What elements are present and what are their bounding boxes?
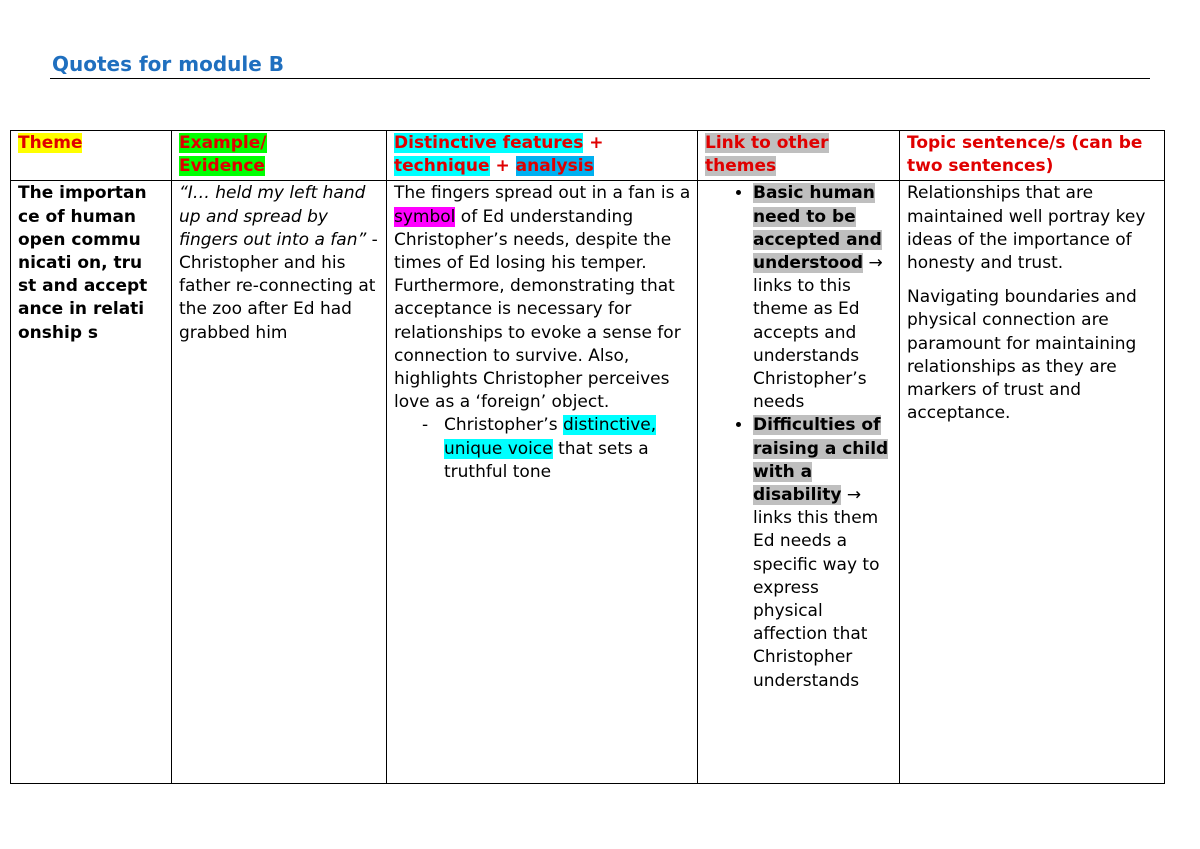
list-item: - Christopher’s distinctive, unique voice that sets a truthful tone (444, 414, 691, 484)
cell-example: “I… held my left hand up and spread by fingers out into a fan” - Christopher and his father re-connecting at the zoo after Ed had grabbed him (172, 181, 387, 784)
header-topic-sentence: Topic sentence/s (can be two sentences) (900, 131, 1165, 181)
cell-topic-sentence (900, 181, 1165, 784)
header-example: Example/ Evidence (172, 131, 387, 181)
header-distinctive-features: Distinctive features + technique + analysis (387, 131, 698, 181)
header-link-themes: Link to other themes (698, 131, 900, 181)
header-row (11, 131, 1165, 181)
cell-analysis: The fingers spread out in a fan is a symbol of Ed understanding Christopher’s needs, despite the times of Ed losing his temper. Furthermore, demonstrating that acceptance is necessary for relationships to evoke a sense for connection to survive. Also, highlights Christopher perceives love as a ‘foreign’ object. - Christopher’s distinctive, unique voice that sets a truthful tone (387, 181, 698, 784)
title-underline (50, 78, 1150, 79)
cell-link-themes (698, 181, 900, 784)
topic-paragraph: Navigating boundaries and physical connection are paramount for maintaining relationships as they are markers of trust and acceptance. (907, 287, 1137, 424)
list-item: • Difficulties of raising a child with a disability → links this them Ed needs a specific way to express physical affection that Christopher understands (753, 414, 893, 692)
topic-paragraph: Relationships that are maintained well portray key ideas of the importance of honesty and trust. (907, 183, 1146, 274)
table-row (11, 181, 1165, 784)
quotes-table (10, 130, 1165, 784)
header-theme: Theme (11, 131, 172, 181)
analysis-dash-list (394, 414, 691, 484)
document-title: Quotes for module B (52, 52, 285, 76)
cell-theme: The importance of human open communicati on, trust and acceptance in relationship s (11, 181, 172, 784)
list-item: • Basic human need to be accepted and understood → links to this theme as Ed accepts and understands Christopher’s needs (753, 182, 893, 414)
link-bullet-list (705, 182, 893, 692)
